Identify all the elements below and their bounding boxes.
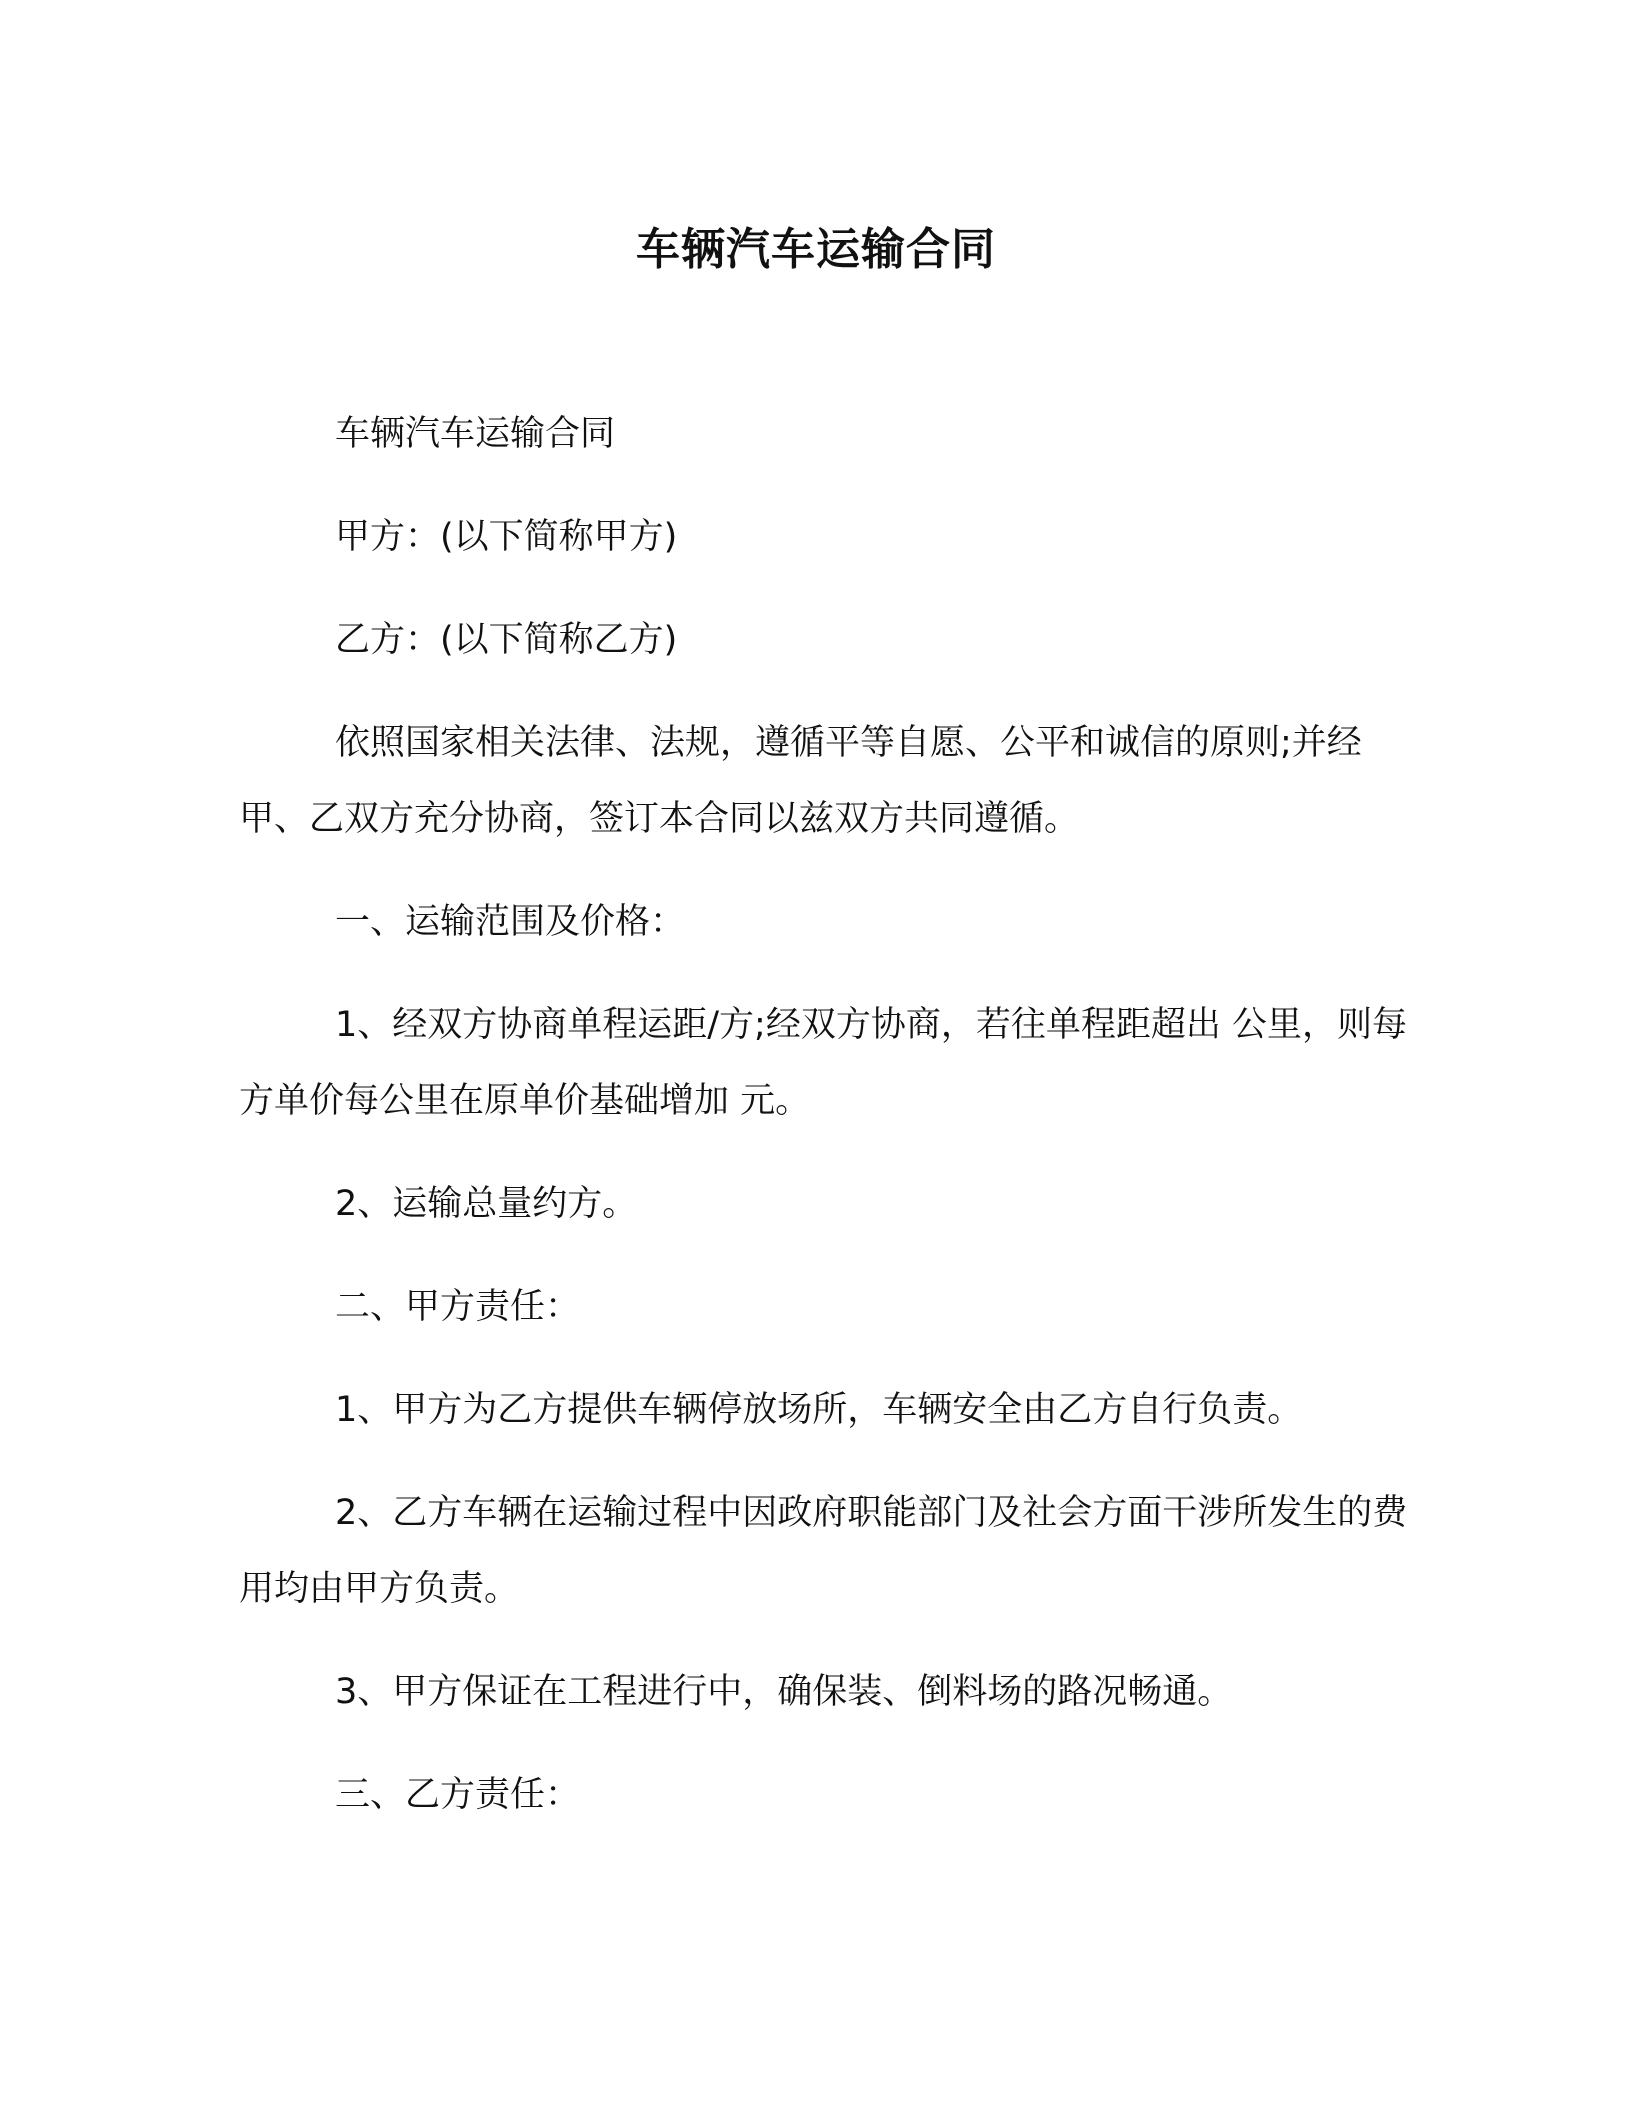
paragraph-party-a: 甲方：(以下简称甲方) [335, 517, 678, 557]
section-heading-party-a-duties: 二、甲方责任： [335, 1287, 581, 1327]
paragraph-contract-name: 车辆汽车运输合同 [335, 414, 616, 454]
clause-2-2: 2、乙方车辆在运输过程中因政府职能部门及社会方面干涉所发生的费用均由甲方负责。 [239, 1493, 1408, 1609]
clause-2-1: 1、甲方为乙方提供车辆停放场所，车辆安全由乙方自行负责。 [335, 1390, 1303, 1430]
paragraph-party-b: 乙方：(以下简称乙方) [335, 620, 678, 660]
paragraph-preamble: 依照国家相关法律、法规，遵循平等自愿、公平和诚信的原则;并经甲、乙双方充分协商，签订本合同以兹双方共同遵循。 [239, 723, 1362, 839]
section-heading-scope-price: 一、运输范围及价格： [335, 902, 686, 942]
section-heading-party-b-duties: 三、乙方责任： [335, 1775, 581, 1815]
clause-1-2: 2、运输总量约方。 [335, 1184, 638, 1224]
document-body [239, 396, 1409, 1860]
clause-1-1: 1、经双方协商单程运距/方;经双方协商，若往单程距超出 公里，则每方单价每公里在原单价基础增加 元。 [239, 1005, 1407, 1121]
document-title: 车辆汽车运输合同 [636, 224, 996, 275]
clause-2-3: 3、甲方保证在工程进行中，确保装、倒料场的路况畅通。 [335, 1672, 1233, 1712]
